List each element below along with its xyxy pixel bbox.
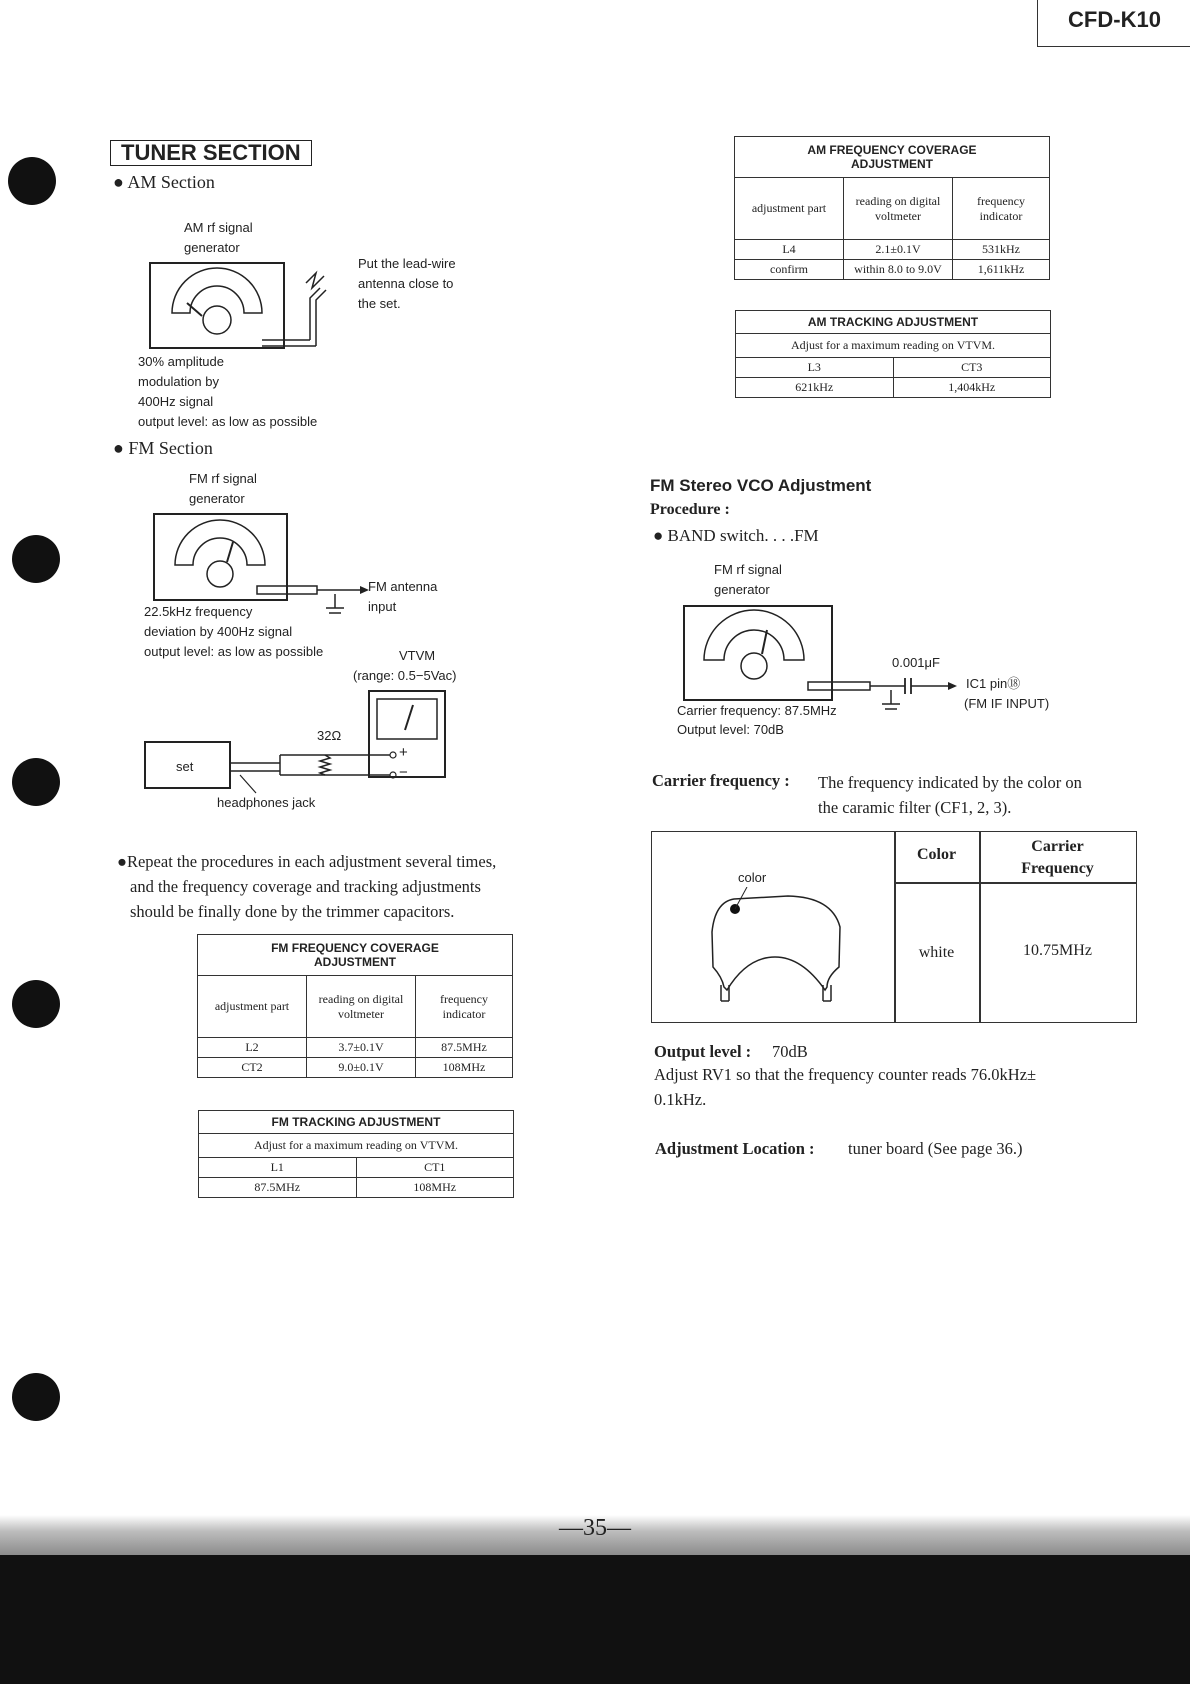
page-number: —35— (559, 1515, 631, 1541)
am-generator-label: AM rf signal generator (184, 220, 253, 255)
set-label: set (176, 759, 194, 774)
am-modulation-note: 30% amplitude modulation by 400Hz signal output level: as low as possible (138, 354, 318, 429)
fm-deviation-note: 22.5kHz frequency deviation by 400Hz signal output level: as low as possible (144, 604, 324, 659)
table-row: CT2 9.0±0.1V 108MHz (198, 1058, 513, 1078)
headphones-jack-label: headphones jack (217, 795, 316, 810)
vtvm-label: VTVM (399, 648, 436, 663)
vtvm-circuit-diagram (140, 685, 460, 795)
carrier-frequency-text: The frequency indicated by the color on the caramic filter (CF1, 2, 3). (818, 773, 1082, 817)
binder-hole (12, 980, 60, 1028)
carrier-freq-note: Carrier frequency: 87.5MHz (677, 703, 837, 718)
ic-pin-label: IC1 pin⑱ (966, 676, 1021, 691)
fm-tracking-table: FM TRACKING ADJUSTMENT Adjust for a maximum reading on VTVM. L1 CT1 87.5MHz 108MHz (198, 1110, 514, 1198)
binder-hole (12, 535, 60, 583)
fm-frequency-coverage-table: FM FREQUENCY COVERAGE ADJUSTMENT adjustment part reading on digital voltmeter frequency indicator L2 3.7±0.1V 87.5MHz CT2 9.0±0.1V 108MHz (197, 934, 513, 1078)
vco-generator-label: FM rf signal generator (714, 562, 782, 597)
fm-section-heading: ● FM Section (113, 438, 213, 458)
color-column-header: Color (916, 846, 957, 863)
am-generator-diagram (140, 258, 370, 358)
table-row: L2 3.7±0.1V 87.5MHz (198, 1038, 513, 1058)
scan-border (0, 1555, 1190, 1684)
model-label: CFD-K10 (1037, 0, 1190, 47)
am-tracking-table: AM TRACKING ADJUSTMENT Adjust for a maximum reading on VTVM. L3 CT3 621kHz 1,404kHz (735, 310, 1051, 398)
color-value: white (918, 944, 955, 961)
procedure-label: Procedure : (650, 501, 730, 518)
resistor-label: 32Ω (317, 728, 342, 743)
capacitor-label: 0.001μF (892, 655, 940, 670)
section-title: TUNER SECTION (110, 140, 312, 166)
color-dot-label: color (738, 870, 767, 885)
carrier-frequency-label: Carrier frequency : (652, 771, 790, 790)
table-row: L1 CT1 (199, 1158, 514, 1178)
frequency-value: 10.75MHz (1023, 942, 1092, 959)
vco-title: FM Stereo VCO Adjustment (650, 476, 872, 495)
table-row: confirm within 8.0 to 9.0V 1,611kHz (735, 260, 1050, 280)
binder-hole (12, 758, 60, 806)
repeat-note: ●Repeat the procedures in each adjustment several times, and the frequency coverage and tracking adjustments should be finally done by the trimmer capacitors. (117, 852, 497, 921)
output-level-note: Output level: 70dB (677, 722, 784, 737)
table-row: 87.5MHz 108MHz (199, 1178, 514, 1198)
carrier-freq-column-header: Carrier Frequency (1021, 838, 1094, 877)
table-row: L3 CT3 (736, 358, 1051, 378)
ic-note: (FM IF INPUT) (964, 696, 1050, 711)
table-row: L4 2.1±0.1V 531kHz (735, 240, 1050, 260)
ceramic-filter-drawing (707, 887, 857, 1007)
am-section-heading: ● AM Section (113, 172, 215, 192)
minus-terminal: − (399, 764, 408, 781)
adjustment-location-value: tuner board (See page 36.) (848, 1139, 1023, 1158)
binder-hole (8, 157, 56, 205)
table-row: 621kHz 1,404kHz (736, 378, 1051, 398)
output-level-label: Output level : (654, 1042, 752, 1061)
adjustment-location-label: Adjustment Location : (655, 1139, 815, 1158)
binder-hole (12, 1373, 60, 1421)
output-level-value: 70dB (772, 1042, 808, 1061)
fm-generator-label: FM rf signal generator (189, 471, 257, 506)
vtvm-range: (range: 0.5−5Vac) (353, 668, 457, 683)
am-antenna-note: Put the lead-wire antenna close to the set. (358, 256, 456, 311)
fm-antenna-input-label: FM antenna input (368, 579, 438, 614)
adjust-instruction: Adjust RV1 so that the frequency counter reads 76.0kHz± 0.1kHz. (654, 1065, 1037, 1109)
am-frequency-coverage-table: AM FREQUENCY COVERAGE ADJUSTMENT adjustment part reading on digital voltmeter frequency indicator L4 2.1±0.1V 531kHz confirm within 8.0 to 9.0V 1,611kHz (734, 136, 1050, 280)
ceramic-filter-table (651, 831, 1137, 1023)
band-switch-note: ● BAND switch. . . .FM (653, 526, 819, 545)
plus-terminal: + (399, 744, 408, 761)
